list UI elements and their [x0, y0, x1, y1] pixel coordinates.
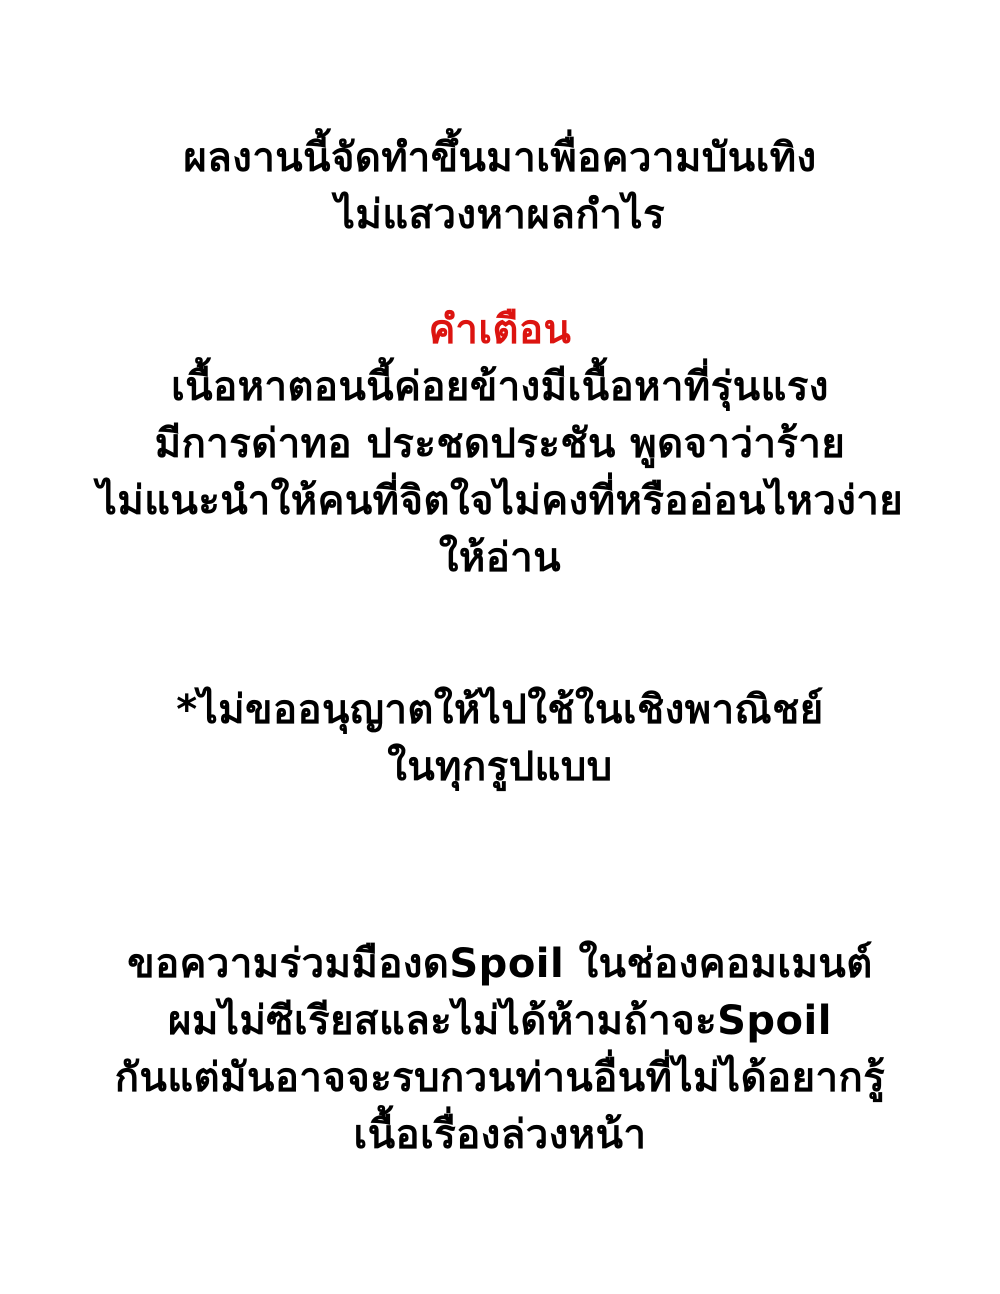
spoiler-line: กันแต่มันอาจจะรบกวนท่านอื่นที่ไม่ได้อยากรู้	[114, 1055, 886, 1101]
commercial-use-notice	[0, 682, 1000, 796]
commercial-line: *ไม่ขออนุญาตให้ไปใช้ในเชิงพาณิชย์	[176, 687, 824, 733]
commercial-line: ในทุกรูปแบบ	[387, 744, 613, 790]
warning-heading: คำเตือน	[428, 307, 572, 353]
spoiler-line: ผมไม่ซีเรียสและไม่ได้ห้ามถ้าจะSpoil	[168, 998, 832, 1044]
spoiler-line: เนื้อเรื่องล่วงหน้า	[353, 1112, 647, 1158]
intro-line: ผลงานนี้จัดทำขึ้นมาเพื่อความบันเทิง	[183, 135, 817, 181]
intro-line: ไม่แสวงหาผลกำไร	[334, 192, 666, 238]
spoiler-line: ขอความร่วมมืองดSpoil ในช่องคอมเมนต์	[127, 941, 873, 987]
warning-section	[0, 302, 1000, 587]
warning-line: ให้อ่าน	[438, 535, 562, 581]
warning-line: ไม่แนะนำให้คนที่จิตใจไม่คงที่หรืออ่อนไหวง่าย	[96, 478, 904, 524]
warning-line: มีการด่าทอ ประชดประชัน พูดจาว่าร้าย	[154, 421, 846, 467]
warning-line: เนื้อหาตอนนี้ค่อยข้างมีเนื้อหาที่รุ่นแรง	[171, 364, 829, 410]
intro-notice	[0, 0, 1000, 244]
spoiler-request-notice	[0, 936, 1000, 1164]
